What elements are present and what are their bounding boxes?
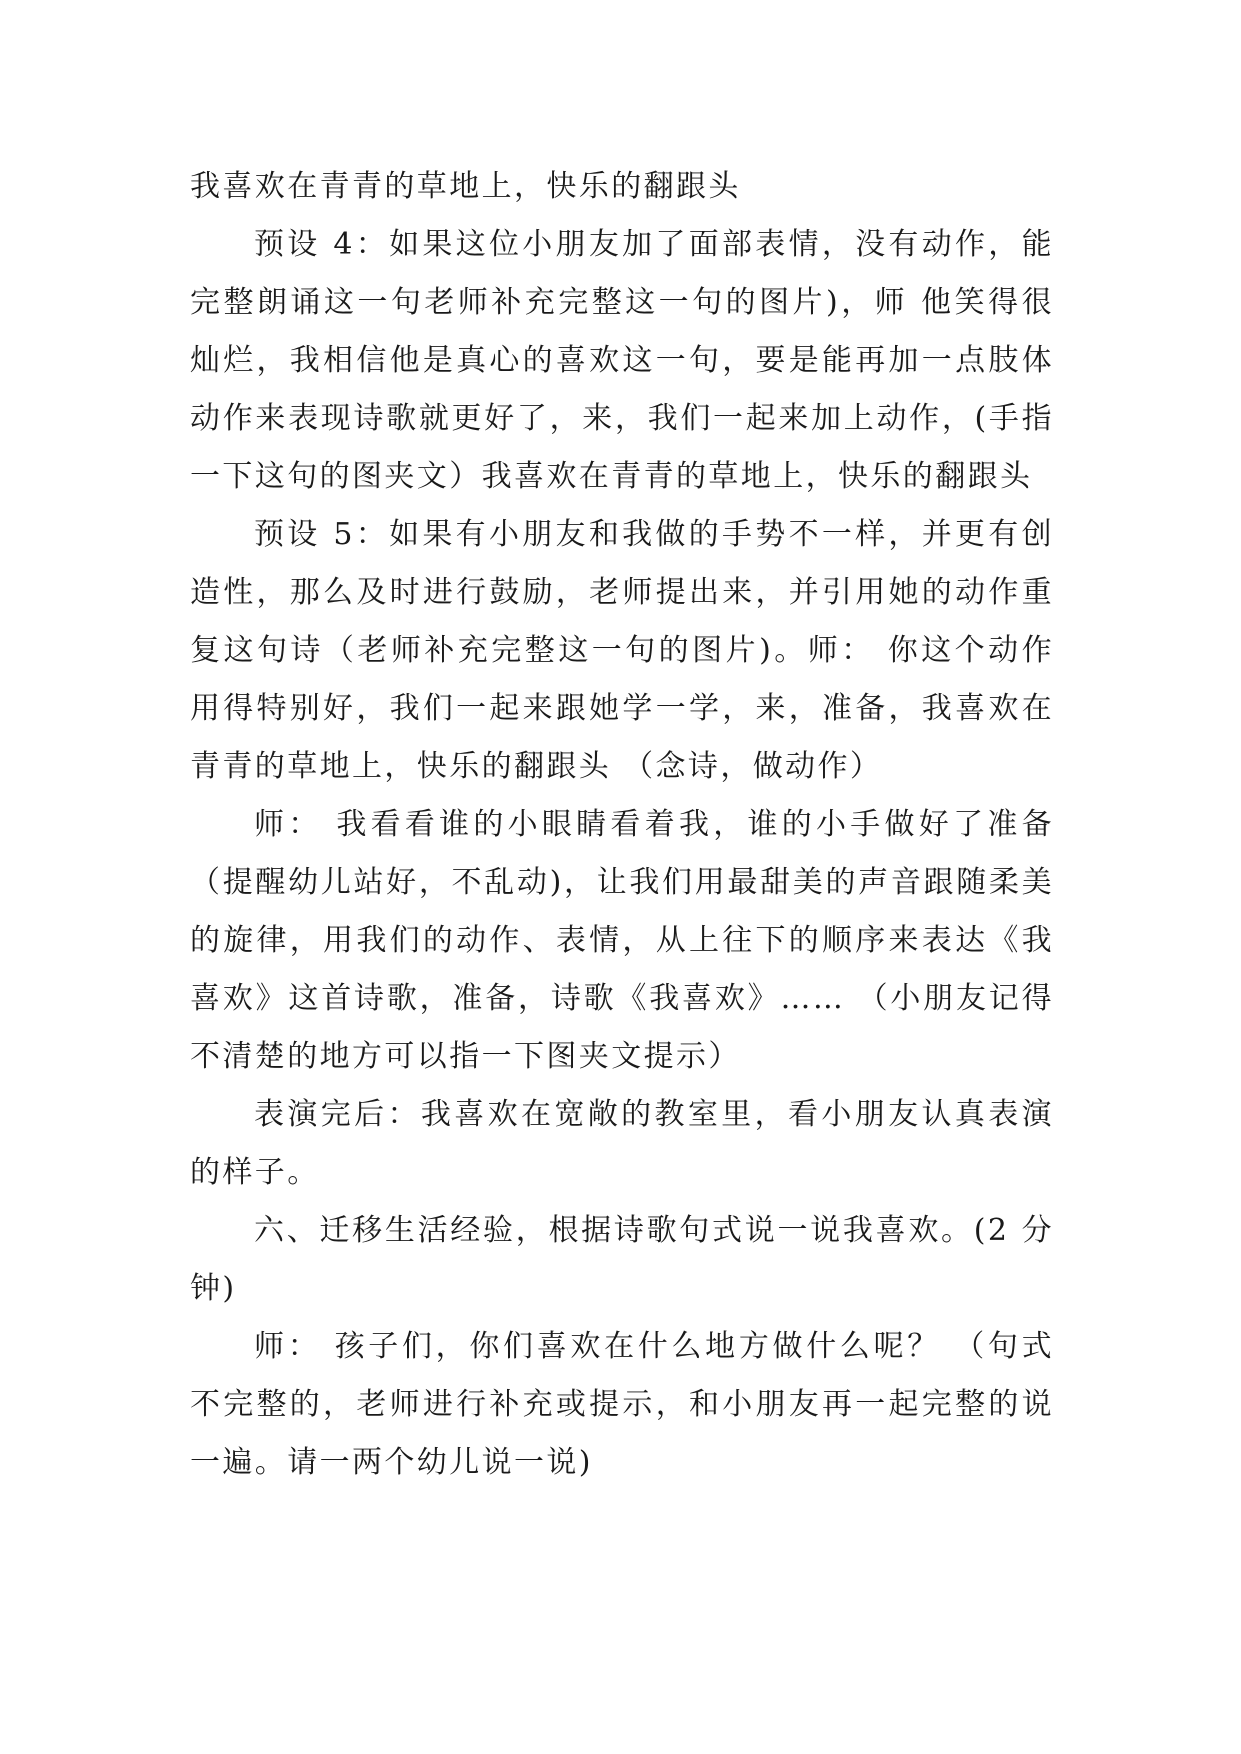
paragraph-preset-5: 预设 5：如果有小朋友和我做的手势不一样，并更有创造性，那么及时进行鼓励，老师提出来，并引用她的动作重复这句诗（老师补充完整这一句的图片)。师： 你这个动作用得特别好，我们一起来跟她学一学，来，准备，我喜欢在青青的草地上，快乐的翻跟头 （念诗，做动作） [190, 517, 1054, 784]
paragraph-preset-4: 预设 4：如果这位小朋友加了面部表情，没有动作，能完整朗诵这一句老师补充完整这一句的图片)，师 他笑得很灿烂，我相信他是真心的喜欢这一句，要是能再加一点肢体动作来表现诗歌就更好了，来，我们一起来加上动作，(手指一下这句的图夹文）我喜欢在青青的草地上，快乐的翻跟头 [190, 227, 1054, 494]
paragraph-teacher-recital: 师： 我看看谁的小眼睛看着我，谁的小手做好了准备（提醒幼儿站好，不乱动)，让我们用最甜美的声音跟随柔美的旋律，用我们的动作、表情，从上往下的顺序来表达《我喜欢》这首诗歌，准备，诗歌《我喜欢》…… （小朋友记得不清楚的地方可以指一下图夹文提示） [190, 807, 1054, 1074]
document-body [190, 158, 1054, 1492]
paragraph-continuation: 我喜欢在青青的草地上，快乐的翻跟头 [190, 169, 741, 204]
paragraph-teacher-question: 师： 孩子们，你们喜欢在什么地方做什么呢？ （句式不完整的，老师进行补充或提示，和小朋友再一起完整的说一遍。请一两个幼儿说一说) [190, 1329, 1054, 1480]
paragraph-after-performance: 表演完后：我喜欢在宽敞的教室里，看小朋友认真表演的样子。 [190, 1097, 1054, 1190]
paragraph-section-six-heading: 六、迁移生活经验，根据诗歌句式说一说我喜欢。(2 分钟) [190, 1213, 1054, 1306]
